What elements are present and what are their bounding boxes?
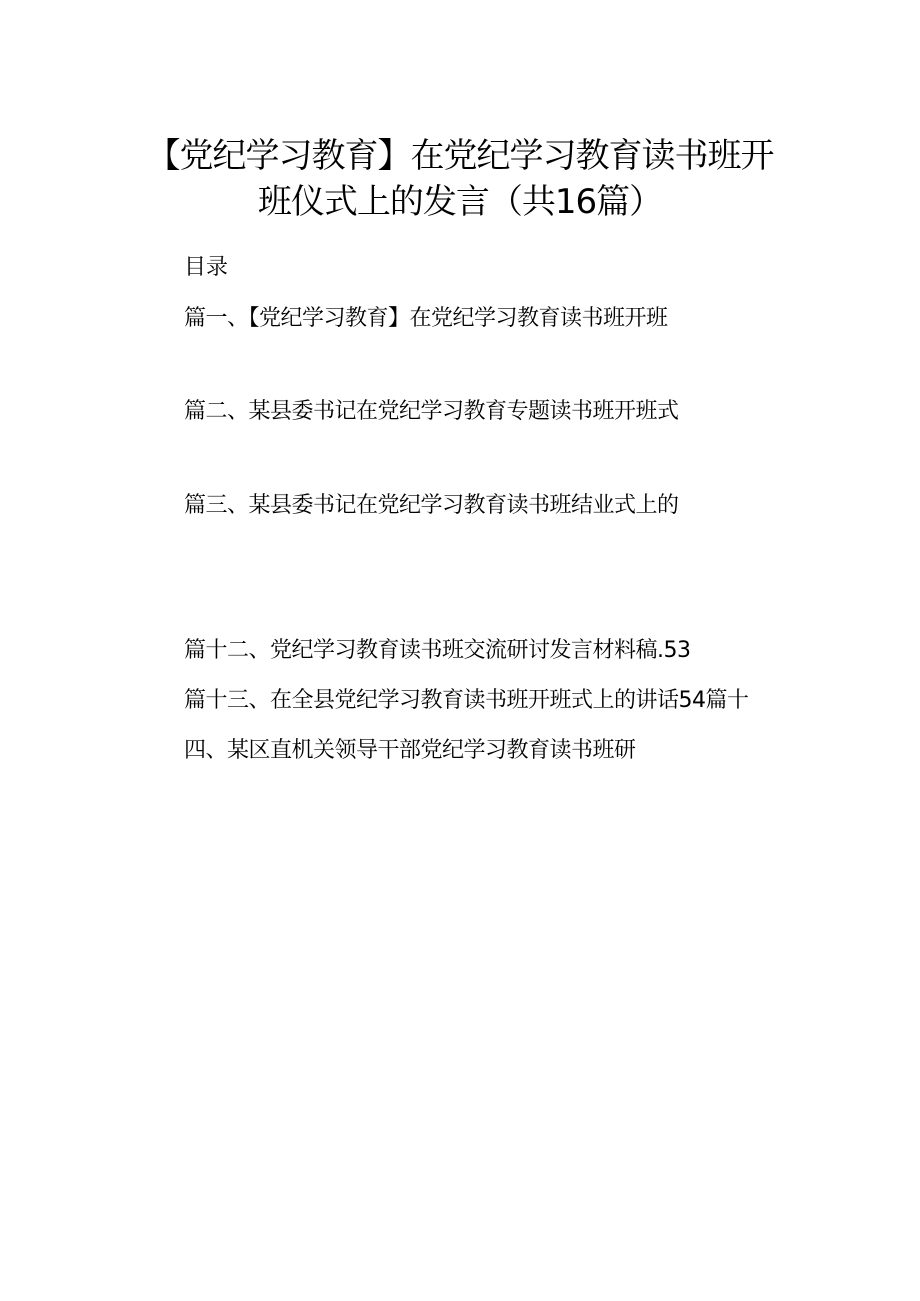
document-title-line-2: 班仪式上的发言（共16篇） xyxy=(257,182,663,222)
toc-entry-13: 篇十三、在全县党纪学习教育读书班开班式上的讲话54篇十 xyxy=(184,688,749,713)
toc-heading: 目录 xyxy=(184,255,229,280)
toc-entry-1: 篇一、【党纪学习教育】在党纪学习教育读书班开班 xyxy=(184,306,668,331)
document-title-line-1: 【党纪学习教育】在党纪学习教育读书班开 xyxy=(146,136,774,176)
toc-entry-12: 篇十二、党纪学习教育读书班交流研讨发言材料稿.53 xyxy=(184,638,691,663)
toc-entry-14-continued: 四、某区直机关领导干部党纪学习教育读书班研 xyxy=(184,738,636,763)
toc-entry-3: 篇三、某县委书记在党纪学习教育读书班结业式上的 xyxy=(184,493,679,518)
toc-entry-2: 篇二、某县委书记在党纪学习教育专题读书班开班式 xyxy=(184,399,679,424)
